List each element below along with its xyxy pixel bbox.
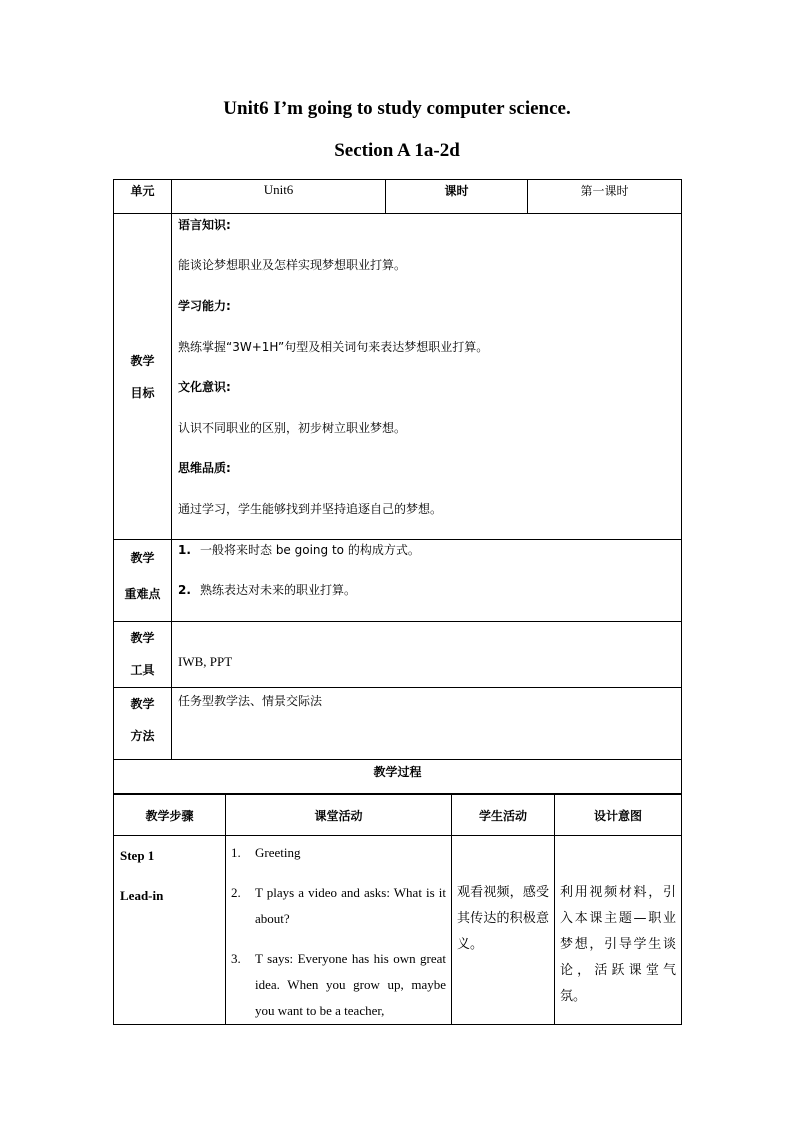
- header-row: [114, 180, 682, 214]
- student-activity-cell: [452, 836, 555, 1025]
- objective-text: 熟练掌握“3W+1H”句型及相关词句来表达梦想职业打算。: [178, 340, 489, 354]
- process-column-header: 设计意图: [555, 795, 682, 836]
- activity-item: [231, 840, 446, 1024]
- process-column-header: 学生活动: [452, 795, 555, 836]
- activity-text: Greeting: [255, 845, 301, 860]
- objectives-label-2: 目标: [130, 385, 155, 400]
- key-points-label-cell: [114, 540, 172, 622]
- lesson-plan-table: [113, 179, 682, 794]
- objective-heading: 思维品质:: [178, 461, 231, 475]
- key-points-label-2: 重难点: [124, 587, 161, 601]
- key-point-item: [178, 580, 675, 600]
- methods-label-1: 教学: [130, 697, 155, 711]
- activity-number: 3.: [231, 951, 241, 966]
- tools-label-2: 工具: [130, 663, 155, 677]
- methods-label-cell: [114, 688, 172, 760]
- design-intent-cell: [555, 836, 682, 1025]
- step-cell: [114, 836, 226, 1025]
- objectives-label-cell: [114, 214, 172, 540]
- activities-cell: [226, 836, 452, 1025]
- objective-text: 能谈论梦想职业及怎样实现梦想职业打算。: [178, 258, 407, 272]
- process-title-row: [114, 760, 682, 794]
- objective-heading: 学习能力:: [178, 299, 231, 313]
- process-step-row: [114, 836, 682, 1025]
- methods-value: 任务型教学法、情景交际法: [178, 694, 323, 708]
- tools-row: [114, 622, 682, 688]
- unit-value: Unit6: [172, 180, 386, 214]
- document-title: Unit6 I’m going to study computer science.: [223, 98, 571, 119]
- key-point-text: 熟练表达对未来的职业打算。: [200, 583, 357, 597]
- step-phase: Lead-in: [120, 888, 164, 903]
- activity-text: T says: Everyone has his own great idea. When you grow up, maybe you want to be a teacher,: [255, 951, 446, 1018]
- process-column-header: 教学步骤: [114, 795, 226, 836]
- objectives-label-1: 教学: [130, 353, 155, 368]
- process-header-row: [114, 795, 682, 836]
- objective-heading: 文化意识:: [178, 380, 231, 394]
- key-points-row: [114, 540, 682, 622]
- process-column-header: 课堂活动: [226, 795, 452, 836]
- period-label: 课时: [386, 180, 528, 214]
- objectives-row: [114, 214, 682, 540]
- activity-number: 1.: [231, 845, 241, 860]
- objective-heading: 语言知识:: [178, 218, 231, 232]
- methods-row: [114, 688, 682, 760]
- unit-label: 单元: [114, 180, 172, 214]
- key-point-number: 1.: [178, 543, 191, 557]
- tools-content: [172, 622, 682, 688]
- design-intent-text: 利用视频材料，引入本课主题—职业梦想，引导学生谈论，活跃课堂气氛。: [560, 885, 676, 1004]
- methods-label-2: 方法: [130, 729, 155, 743]
- activity-number: 2.: [231, 885, 241, 900]
- step-name: Step 1: [120, 848, 155, 863]
- key-points-content: [172, 540, 682, 622]
- period-value: 第一课时: [528, 180, 682, 214]
- methods-content: [172, 688, 682, 760]
- key-point-number: 2.: [178, 583, 191, 597]
- key-point-text: 一般将来时态 be going to 的构成方式。: [200, 543, 420, 557]
- objectives-content: [172, 214, 682, 540]
- process-title: 教学过程: [114, 760, 682, 794]
- objective-text: 通过学习，学生能够找到并坚持追逐自己的梦想。: [178, 502, 443, 516]
- key-points-label-1: 教学: [130, 551, 155, 565]
- tools-value: IWB, PPT: [178, 654, 233, 669]
- activity-text: T plays a video and asks: What is it about?: [255, 885, 446, 926]
- objective-text: 认识不同职业的区别，初步树立职业梦想。: [178, 421, 407, 435]
- key-point-item: [178, 540, 675, 560]
- tools-label-cell: [114, 622, 172, 688]
- student-activity-text: 观看视频，感受其传达的积极意义。: [457, 885, 549, 952]
- document-subtitle: Section A 1a-2d: [334, 140, 460, 161]
- process-table: [113, 794, 682, 1025]
- tools-label-1: 教学: [130, 631, 155, 645]
